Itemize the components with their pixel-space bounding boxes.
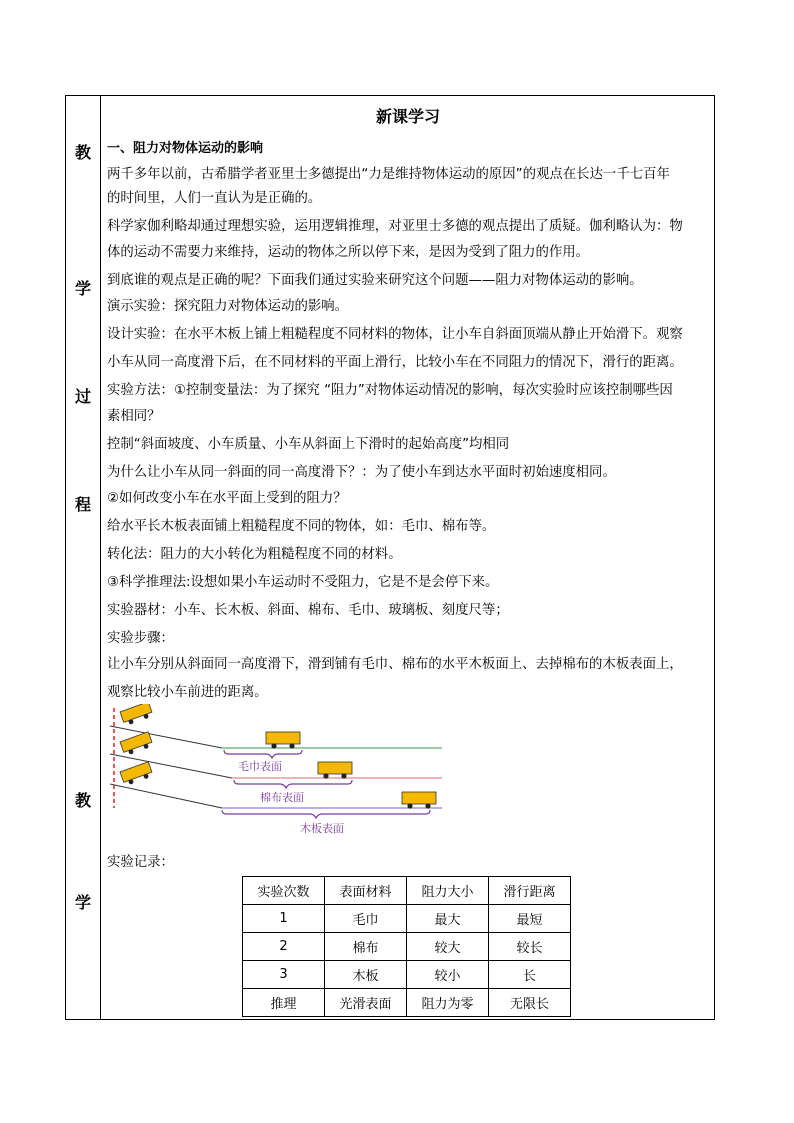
side-label-char: 教: [74, 143, 91, 162]
paragraph-line: 实验方法：①控制变量法：为了探究 “阻力”对物体运动情况的影响，每次实验时应该控制哪些因: [107, 383, 673, 398]
paragraph-line: 的时间里，人们一直认为是正确的。: [107, 191, 322, 206]
table-cell: 最大: [407, 905, 489, 933]
table-cell: 推理: [243, 989, 325, 1017]
table-cell: 1: [243, 905, 325, 933]
side-label-char: 程: [74, 495, 91, 514]
paragraph-line: 实验步骤：: [107, 631, 174, 646]
page-title: 新课学习: [375, 107, 440, 126]
car-on-slope: [120, 704, 153, 726]
paragraph-line: ③科学推理法:设想如果小车运动时不受阻力，它是不是会停下来。: [107, 575, 499, 590]
table-cell: 光滑表面: [325, 989, 407, 1017]
table-cell: 木板: [325, 961, 407, 989]
side-label-char: 过: [74, 387, 91, 406]
towel-distance-brace: [224, 750, 302, 758]
record-label: 实验记录：: [107, 855, 174, 870]
car-stopped-wood: [402, 792, 436, 809]
paragraph-line: 素相同？: [107, 409, 161, 424]
section-heading: 一、阻力对物体运动的影响: [107, 141, 264, 156]
car-stopped-cotton: [318, 762, 352, 779]
paragraph-line: 到底谁的观点是正确的呢？下面我们通过实验来研究这个问题——阻力对物体运动的影响。: [107, 273, 643, 288]
table-cell: 较小: [407, 961, 489, 989]
car-on-slope: [120, 732, 153, 757]
table-cell: 无限长: [489, 989, 571, 1017]
table-cell: 棉布: [325, 933, 407, 961]
paragraph-line: 设计实验：在水平木板上铺上粗糙程度不同材料的物体，让小车自斜面顶端从静止开始滑下。观察: [107, 327, 683, 342]
car-stopped-towel: [266, 732, 300, 749]
table-header-cell: 阻力大小: [407, 877, 489, 905]
table-row: [243, 961, 571, 989]
table-header-cell: 表面材料: [325, 877, 407, 905]
paragraph-line: 控制“斜面坡度、小车质量、小车从斜面上下滑时的起始高度”均相同: [107, 437, 510, 452]
side-label-char: 学: [74, 279, 91, 298]
table-header-cell: 滑行距离: [489, 877, 571, 905]
towel-surface-label: 毛巾表面: [238, 760, 282, 773]
cotton-distance-brace: [234, 780, 352, 788]
paragraph-line: 小车从同一高度滑下后，在不同材料的平面上滑行，比较小车在不同阻力的情况下，滑行的距离。: [107, 355, 683, 370]
paragraph-line: ②如何改变小车在水平面上受到的阻力？: [107, 491, 347, 506]
incline-slope: [110, 784, 222, 808]
paragraph-line: 观察比较小车前进的距离。: [107, 685, 268, 700]
table-row: [243, 989, 571, 1017]
table-cell: 最短: [489, 905, 571, 933]
side-label-char: 教: [74, 791, 91, 810]
table-cell: 3: [243, 961, 325, 989]
table-row: [243, 933, 571, 961]
paragraph-line: 演示实验：探究阻力对物体运动的影响。: [107, 299, 349, 314]
cotton-surface-label: 棉布表面: [260, 791, 304, 804]
wood-surface-label: 木板表面: [300, 822, 344, 835]
table-cell: 较大: [407, 933, 489, 961]
paragraph-line: 两千多年以前，古希腊学者亚里士多德提出“力是维持物体运动的原因”的观点在长达一千七百年: [107, 167, 670, 182]
table-cell: 2: [243, 933, 325, 961]
table-cell: 毛巾: [325, 905, 407, 933]
table-row: [243, 905, 571, 933]
column-divider: [100, 95, 101, 1020]
incline-experiment-diagram: [108, 704, 448, 844]
experiment-record-table: [242, 876, 571, 1017]
table-header-cell: 实验次数: [243, 877, 325, 905]
paragraph-line: 给水平长木板表面铺上粗糙程度不同的物体，如：毛巾、棉布等。: [107, 519, 496, 534]
paragraph-line: 体的运动不需要力来维持，运动的物体之所以停下来，是因为受到了阻力的作用。: [107, 245, 590, 260]
paragraph-line: 科学家伽利略却通过理想实验，运用逻辑推理，对亚里士多德的观点提出了质疑。伽利略认为：物: [107, 219, 683, 234]
car-on-slope: [120, 762, 153, 787]
paragraph-line: 转化法：阻力的大小转化为粗糙程度不同的材料。: [107, 547, 402, 562]
paragraph-line: 让小车分别从斜面同一高度滑下，滑到铺有毛巾、棉布的水平木板面上、去掉棉布的木板表面上，: [107, 657, 683, 672]
table-cell: 较长: [489, 933, 571, 961]
table-header-row: [243, 877, 571, 905]
table-cell: 长: [489, 961, 571, 989]
side-label-char: 学: [74, 893, 91, 912]
table-cell: 阻力为零: [407, 989, 489, 1017]
wood-distance-brace: [222, 810, 430, 818]
paragraph-line: 为什么让小车从同一斜面的同一高度滑下？：为了使小车到达水平面时初始速度相同。: [107, 465, 616, 480]
paragraph-line: 实验器材：小车、长木板、斜面、棉布、毛巾、玻璃板、刻度尺等；: [107, 603, 509, 618]
